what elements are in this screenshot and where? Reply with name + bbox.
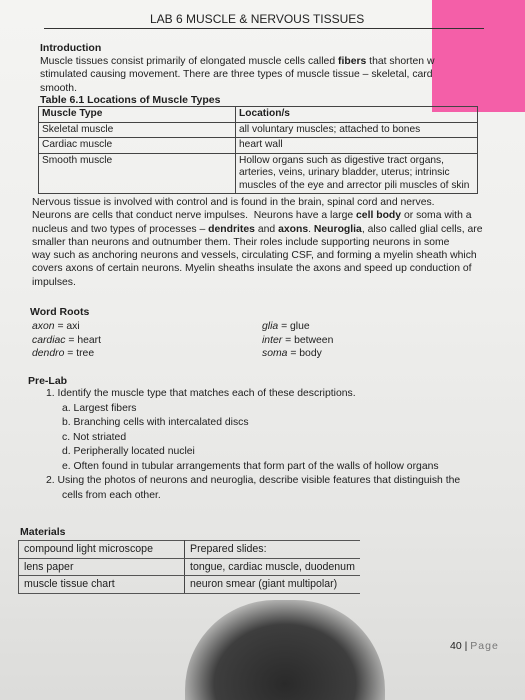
prelab-subitem: b. Branching cells with intercalated discs: [62, 417, 249, 428]
root-term: cardiac: [32, 334, 66, 346]
word-roots-left: [32, 320, 101, 361]
root-meaning: = heart: [68, 334, 102, 346]
table-header-row: [39, 107, 478, 123]
table-cell: heart wall: [236, 138, 478, 154]
nervous-line: way such as anchoring neurons and vessels, circulating CSF, and forming a myelin sheath which: [32, 250, 477, 262]
table-cell: compound light microscope: [19, 541, 185, 559]
sticky-note: [432, 0, 525, 112]
nervous-line: nucleus and two types of processes – dendrites and axons. Neuroglia, also called glial cells, are: [32, 223, 483, 235]
prelab-question: 2. Using the photos of neurons and neuroglia, describe visible features that distinguish the: [46, 475, 461, 486]
table-cell: all voluntary muscles; attached to bones: [236, 122, 478, 138]
intro-line: Muscle tissues consist primarily of elongated muscle cells called fibers that shorten w: [40, 56, 435, 67]
table-cell: lens paper: [19, 558, 185, 576]
table-row: [19, 558, 360, 576]
root-term: axon: [32, 321, 55, 332]
table-row: [39, 153, 478, 194]
word-root-item: [262, 347, 333, 361]
word-roots-right: [262, 320, 333, 361]
table-cell: Hollow organs such as digestive tract organs, arteries, veins, urinary bladder, uterus; intrinsic muscles of the eye and arrector pili muscles of skin: [236, 153, 478, 194]
root-meaning: = axi: [57, 321, 80, 332]
root-meaning: = glue: [281, 321, 310, 332]
root-term: glia: [262, 321, 279, 332]
root-meaning: = body: [290, 348, 322, 359]
intro-line: smooth.: [40, 82, 77, 94]
table-row: [39, 138, 478, 154]
materials-table: [18, 540, 360, 594]
root-term: inter: [262, 334, 283, 346]
word-root-item: [32, 320, 101, 334]
table-cell: Smooth muscle: [39, 153, 236, 194]
prelab-subitem: d. Peripherally located nuclei: [62, 446, 195, 457]
word-root-item: [262, 334, 333, 348]
nervous-line: impulses.: [32, 276, 76, 288]
introduction-paragraph: [40, 55, 434, 95]
introduction-heading: Introduction: [40, 42, 102, 54]
nervous-line: smaller than neurons and outnumber them. Their roles include supporting neurons in some: [32, 236, 450, 248]
page-number-value: 40: [450, 640, 462, 652]
page-number: [450, 640, 499, 652]
root-meaning: = between: [285, 334, 334, 346]
table-row: [19, 541, 360, 559]
word-root-item: [262, 320, 333, 334]
table-caption: Table 6.1 Locations of Muscle Types: [40, 94, 221, 106]
root-term: soma: [262, 348, 288, 359]
table-header-cell: Muscle Type: [39, 107, 236, 123]
table-cell: neuron smear (giant multipolar): [185, 576, 360, 594]
prelab-questions: [46, 387, 460, 503]
prelab-question: 1. Identify the muscle type that matches each of these descriptions.: [46, 388, 356, 399]
intro-line: stimulated causing movement. There are three types of muscle tissue – skeletal, card: [40, 69, 433, 81]
table-row: [39, 122, 478, 138]
muscle-locations-table: [38, 106, 478, 194]
root-term: dendro: [32, 348, 65, 359]
table-cell: Prepared slides:: [185, 541, 360, 559]
nervous-line: Neurons are cells that conduct nerve impulses. Neurons have a large cell body or soma with a: [32, 210, 472, 222]
table-header-cell: Location/s: [236, 107, 478, 123]
table-cell: tongue, cardiac muscle, duodenum: [185, 558, 360, 576]
page-number-separator: |: [464, 640, 468, 652]
table-cell: Skeletal muscle: [39, 122, 236, 138]
table-cell: muscle tissue chart: [19, 576, 185, 594]
root-meaning: = tree: [67, 348, 95, 359]
title-rule: [44, 28, 484, 29]
prelab-subitem: a. Largest fibers: [62, 402, 137, 414]
page-title: LAB 6 MUSCLE & NERVOUS TISSUES: [150, 12, 365, 26]
nervous-line: covers axons of certain neurons. Myelin sheaths insulate the axons and speed up conduction of: [32, 263, 472, 275]
word-root-item: [32, 334, 101, 348]
word-root-item: [32, 347, 101, 361]
word-roots-heading: Word Roots: [30, 306, 90, 318]
page-word: Page: [470, 640, 499, 652]
materials-heading: Materials: [20, 526, 66, 538]
nervous-line: Nervous tissue is involved with control and is found in the brain, spinal cord and nerves.: [32, 197, 435, 208]
camera-shadow: [185, 600, 385, 700]
prelab-question-continued: cells from each other.: [62, 489, 161, 501]
table-cell: Cardiac muscle: [39, 138, 236, 154]
table-row: [19, 576, 360, 594]
prelab-subitem: c. Not striated: [62, 431, 127, 443]
prelab-heading: Pre-Lab: [28, 375, 68, 387]
nervous-tissue-paragraph: [32, 196, 483, 289]
prelab-subitem: e. Often found in tubular arrangements that form part of the walls of hollow organs: [62, 460, 439, 472]
